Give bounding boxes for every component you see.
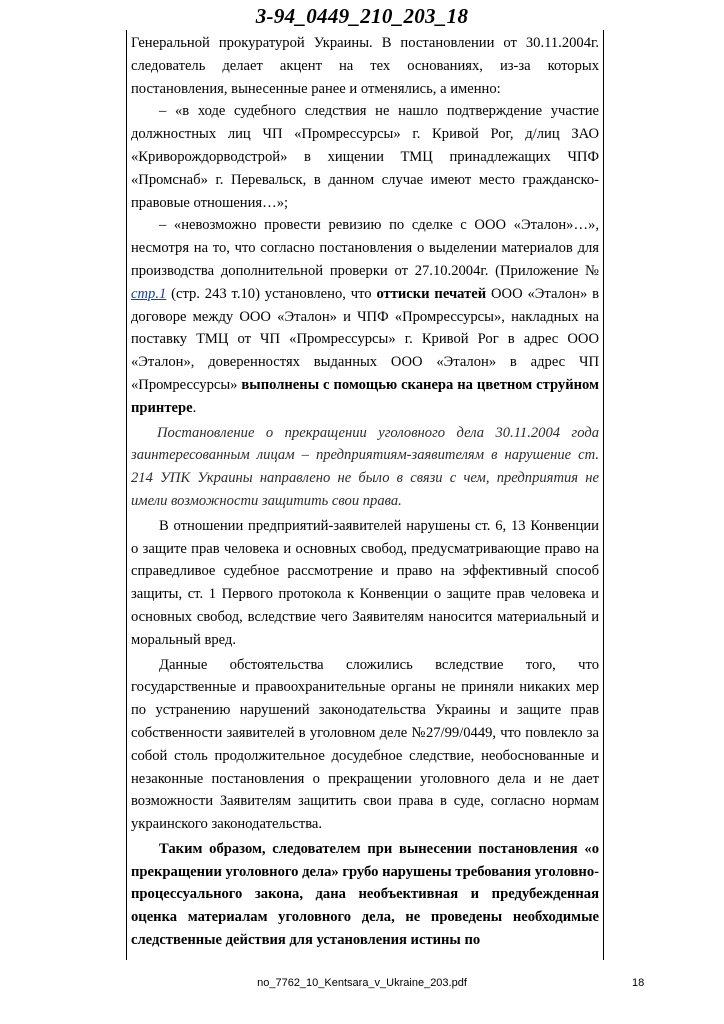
paragraph-quote-1: – «в ходе судебного следствия не нашло подтверждение участие должностных лиц ЧП «Промрессурсы» г. Кривой Рог, д/лиц ЗАО «Криворождорводстрой» в хищении ТМЦ принадлежащих ЧПФ «Промснаб» г. Перевальск, в данном случае имеют место гражданско-правовые отношения…»;	[131, 103, 599, 211]
quote-2-bold-scanner: выполнены с помощью сканера на цветном струйном принтере	[131, 376, 600, 416]
paragraph-italic-resolution: Постановление о прекращении уголовного дела 30.11.2004 года заинтересованным лицам – предприятиям-заявителям в нарушение ст. 214 УПК Украины направлено не было в связи с чем, предприятия не имели возможности защитить свои права.	[131, 424, 599, 509]
appendix-link[interactable]: стр.1	[131, 285, 167, 302]
footer-filename: no_7762_10_Kentsara_v_Ukraine_203.pdf	[257, 977, 467, 989]
paragraph-conclusion-bold: Таким образом, следователем при вынесении постановления «о прекращении уголовного дела» грубо нарушены требования уголовно-процессуального закона, дана необъективная и предубежденная оценка материалам уголовного дела, не проведены необходимые следственные действия для установления истины по	[131, 840, 599, 949]
paragraph-circumstances: Данные обстоятельства сложились вследствие того, что государственные и правоохранительные органы не приняли никаких мер по устранению нарушений законодательства Украины и защите прав собственности заявителей в уголовном деле №27/99/0449, что повлекло за собой столь продолжительное досудебное следствие, необоснованные и незаконные постановления о прекращении уголовного дела и не дает возможности Заявителям защитить свои права в суде, согласно нормам украинского законодательства.	[131, 656, 599, 833]
paragraph-convention: В отношении предприятий-заявителей нарушены ст. 6, 13 Конвенции о защите прав человека и основных свобод, предусматривающие право на справедливое судебное рассмотрение и право на эффективный способ защиты, ст. 1 Первого протокола к Конвенции о защите прав человека и основных свобод, вследствие чего Заявителям наносится материальный и моральный вред.	[131, 517, 599, 648]
quote-2-text-b: (стр. 243 т.10) установлено, что	[166, 285, 377, 302]
quote-2-text-a: – «невозможно провести ревизию по сделке с ООО «Эталон»…», несмотря на то, что согласно постановления о выделении материалов для производства дополнительной проверки от 27.10.2004г. (Приложение №	[131, 217, 599, 279]
paragraph-quote-2	[131, 214, 599, 419]
document-body	[131, 32, 599, 952]
quote-2-bold-stamps: оттиски печатей	[376, 285, 487, 302]
quote-2-text-c: ООО «Эталон» в договоре между ООО «Эталон» и ЧПФ «Промрессурсы», накладных на поставку ТМЦ от ЧП «Промрессурсы» г. Кривой Рог в адрес ООО «Эталон», доверенностях выданных ООО «Эталон» в адрес ЧП «Промрессурсы»	[131, 285, 600, 393]
footer-page-number: 18	[632, 977, 645, 989]
paragraph-intro: Генеральной прокуратурой Украины. В постановлении от 30.11.2004г. следователь делает акцент на тех основаниях, из-за которых постановления, вынесенные ранее и отменялись, а именно:	[131, 35, 599, 97]
quote-2-text-d: .	[192, 399, 197, 416]
page-header-title: 3-94_0449_210_203_18	[255, 4, 469, 28]
